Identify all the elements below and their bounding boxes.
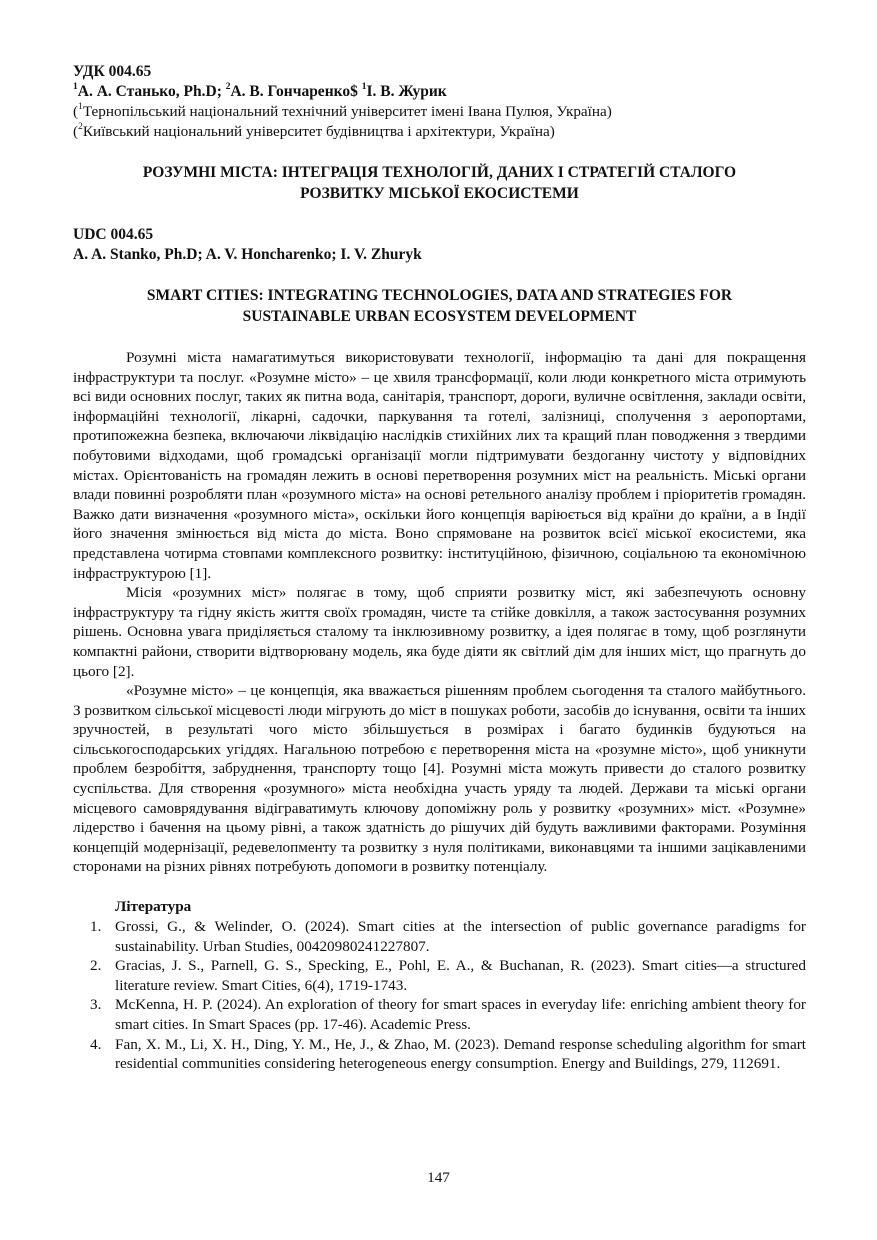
reference-number: 4.	[90, 1035, 102, 1053]
title-line: SUSTAINABLE URBAN ECOSYSTEM DEVELOPMENT	[242, 308, 637, 325]
author-sup: 2	[225, 81, 231, 92]
reference-text: Fan, X. M., Li, X. H., Ding, Y. M., He, J., & Zhao, M. (2023). Demand response scheduling algorithm for smart residential communities considering heterogeneous energy consumption. Energy and Buildings, 279, 112691.	[115, 1035, 806, 1073]
udk-code: УДК 004.65	[73, 63, 152, 80]
reference-number: 2.	[90, 957, 102, 975]
reference-number: 3.	[90, 996, 102, 1014]
paragraph: «Розумне місто» – це концепція, яка вважається рішенням проблем сьогодення та сталого майбутнього. З розвитком сільської місцевості люди мігрують до міст в пошуках роботи, засобів до існування, освіти та інших зручностей, в результаті чого місто збільшується в розмірах і багато будинків будуються на сільськогосподарських угіддях. Нагальною потребою є перетворення міста на «розумне місто», щоб уникнути проблем безробіття, забруднення, транспорту тощо [4]. Розумні міста можуть привести до сталого розвитку суспільства. Для створення «розумного» міста необхідна участь уряду та людей. Держави та міські органи місцевого самоврядування відіграватимуть ключову допоміжну роль у розвитку «розумних» міст. «Розумне» лідерство і бачення на цьому рівні, а також здатність до рішучих дій будуть важливими факторами. Розуміння концепцій модернізації, редевелопменту та розвитку з нуля політиками, виконавцями та іншими зацікавленими сторонами на різних рівнях потребують допомоги в розвитку потенціалу.	[73, 682, 806, 876]
authors-uk	[73, 82, 806, 102]
reference-item	[90, 1035, 806, 1074]
udc-code: UDC 004.65	[73, 226, 154, 243]
affiliation-sup: 1	[78, 101, 83, 112]
author-name: А. В. Гончаренко$	[230, 83, 362, 100]
header-en	[73, 225, 806, 265]
page-number: 147	[427, 1169, 450, 1186]
paren: (	[73, 123, 79, 140]
affiliation-sup: 2	[78, 121, 83, 132]
paragraph: Місія «розумних міст» полягає в тому, щоб сприяти розвитку міст, які забезпечують основну інфраструктуру та гідну якість життя своїх громадян, чисте та стійке довкілля, а також застосування розумних рішень. Основна увага приділяється сталому та інклюзивному розвитку, а ідея полягає в тому, щоб розглянути компактні райони, створити відтворювану модель, яка буде діяти як світлий дім для інших міст, що прагнуть до цього [2].	[73, 584, 806, 680]
title-en	[73, 285, 806, 327]
authors-en: A. A. Stanko, Ph.D; A. V. Honcharenko; I. V. Zhuryk	[73, 246, 422, 263]
author-name: І. В. Журик	[366, 83, 447, 100]
affiliation-text: Київський національний університет будівництва і архітектури, Україна)	[82, 123, 555, 140]
reference-number: 1.	[90, 918, 102, 936]
reference-item	[90, 956, 806, 995]
references-heading: Література	[115, 898, 192, 916]
title-uk	[73, 162, 806, 204]
paren: (	[73, 103, 79, 120]
reference-text: McKenna, H. P. (2024). An exploration of theory for smart spaces in everyday life: enriching ambient theory for smart cities. In Smart Spaces (pp. 17-46). Academic Press.	[115, 996, 806, 1033]
page-content	[73, 62, 806, 1074]
affiliation-text: Тернопільський національний технічний університет імені Івана Пулюя, Україна)	[82, 103, 612, 120]
reference-item	[90, 995, 806, 1034]
title-line: РОЗВИТКУ МІСЬКОЇ ЕКОСИСТЕМИ	[300, 185, 579, 202]
author-sup: 1	[73, 81, 78, 92]
affiliation-2	[73, 122, 806, 142]
author-name: А. А. Станько, Ph.D;	[77, 83, 226, 100]
title-line: SMART CITIES: INTEGRATING TECHNOLOGIES, DATA AND STRATEGIES FOR	[146, 287, 733, 304]
reference-item	[90, 917, 806, 956]
reference-text: Gracias, J. S., Parnell, G. S., Specking, E., Pohl, E. A., & Buchanan, R. (2023). Smart cities—a structured literature review. Smart Cities, 6(4), 1719-1743.	[115, 957, 806, 994]
author-sup: 1	[361, 81, 367, 92]
body-text	[73, 348, 806, 877]
title-line: РОЗУМНІ МІСТА: ІНТЕГРАЦІЯ ТЕХНОЛОГІЙ, ДАНИХ І СТРАТЕГІЙ СТАЛОГО	[142, 164, 737, 181]
reference-text: Grossi, G., & Welinder, O. (2024). Smart cities at the intersection of public governance paradigms for sustainability. Urban Studies, 00420980241227807.	[115, 918, 806, 955]
references-list	[73, 917, 806, 1074]
paragraph: Розумні міста намагатимуться використовувати технології, інформацію та дані для покращення інфраструктури та послуг. «Розумне місто» – це хвиля трансформації, коли люди конкретного міста отримують всі види основних послуг, таких як питна вода, санітарія, транспорт, дороги, вуличне освітлення, заклади освіти, інформаційні технології, лікарні, садочки, паркування та готелі, залізниці, сполучення з аеропортами, протипожежна безпека, включаючи ліквідацію наслідків стихійних лих та кращий план поводження з твердими побутовими відходами, щоб громадські організації могли підтримувати бездоганну чистоту у відповідних містах. Орієнтованість на громадян лежить в основі перетворення розумних міст на реальність. Міські органи влади повинні розробляти план «розумного міста» на основі ретельного аналізу проблем і пріоритетів громадян. Важко дати визначення «розумного міста», оскільки його концепція варіюється від країни до країни, а в Індії його значення змінюється від міста до міста. Воно спрямоване на розвиток всієї міської екосистеми, яка представлена чотирма стовпами комплексного розвитку: інституційною, фізичною, соціальною та економічною інфраструктурою [1].	[73, 349, 806, 582]
affiliation-1	[73, 102, 806, 122]
